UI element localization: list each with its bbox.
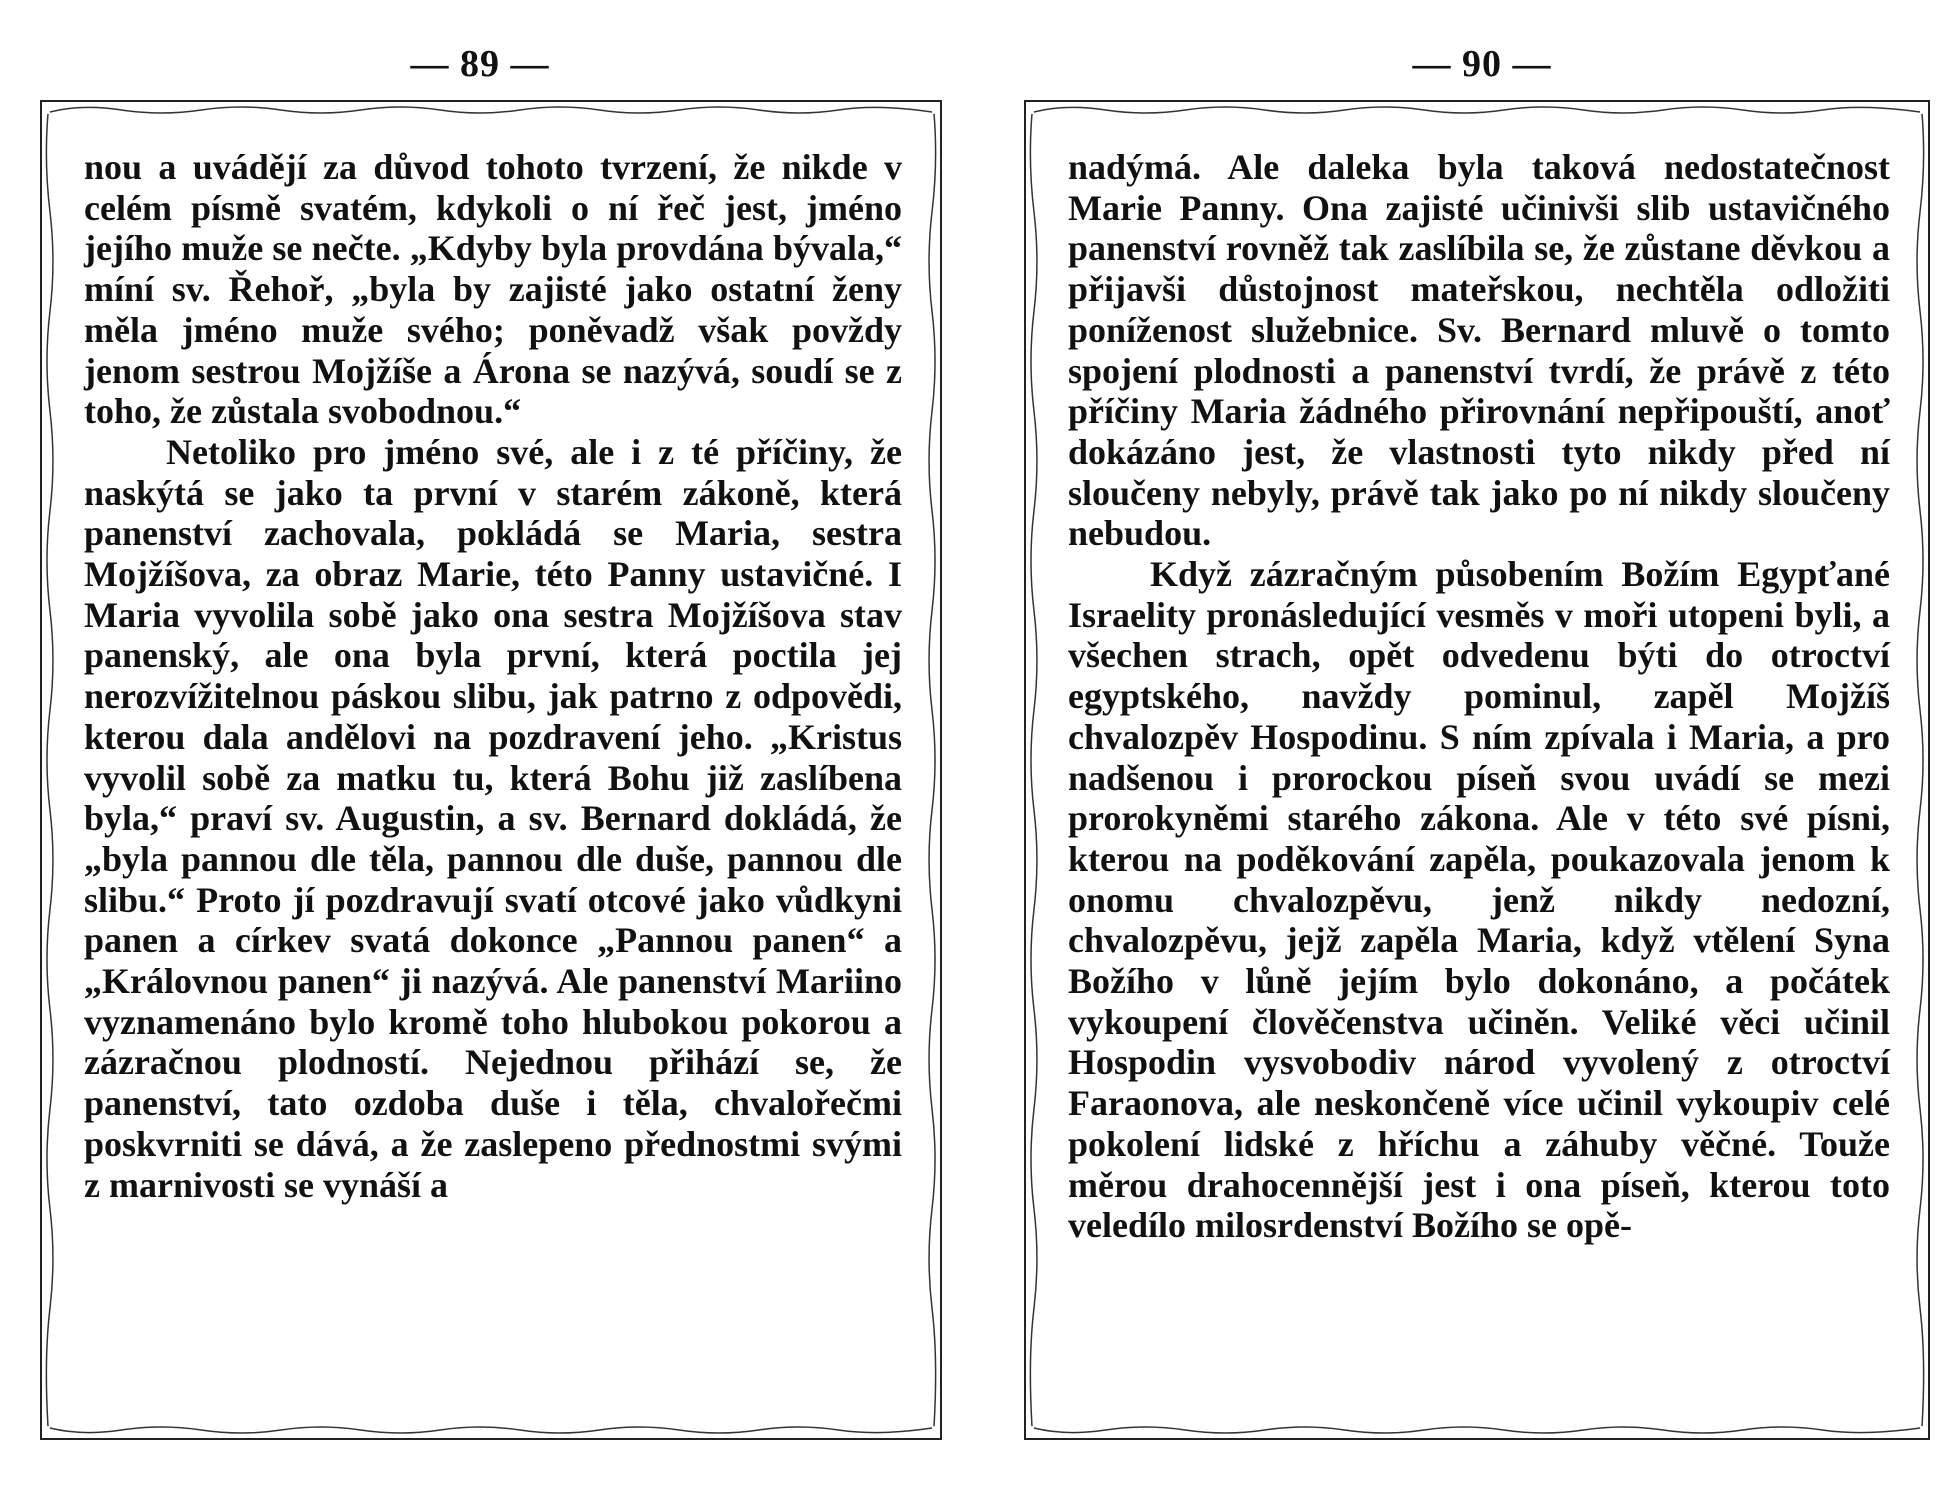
paragraph-left-2: Netoliko pro jméno své, ale i z té příčiny, že naskýtá se jako ta první v starém zákoně, která panenství zachovala, pokládá se Maria, sestra Mojžíšova, za obraz Marie, této Panny ustavičné. I Maria vyvolila sobě jako ona sestra Mojžíšova stav panenský, ale ona byla první, která poctila jej nerozvížitelnou páskou slibu, jak patrno z odpovědi, kterou dala andělovi na pozdravení jeho. „Kristus vyvolil sobě za matku tu, která Bohu již zaslíbena byla,“ praví sv. Augustin, a sv. Bernard dokládá, že „byla pannou dle těla, pannou dle duše, pannou dle slibu.“ Proto jí pozdravují svatí otcové jako vůdkyni panen a církev svatá dokonce „Pannou panen“ a „Královnou panen“ ji nazývá. Ale panenství Mariino vyznamenáno bylo kromě toho hlubokou pokorou a zázračnou plodností. Nejednou přihází se, že panenství, tato ozdoba duše i těla, chvalořečmi poskvrniti se dává, a že zaslepeno přednostmi svými z marnivosti se vynáší a	[84, 431, 902, 1205]
page-frame-left	[40, 100, 942, 1440]
page-text-left	[84, 147, 902, 1205]
page-frame-right	[1024, 100, 1930, 1440]
page-text-right	[1068, 147, 1890, 1246]
page-number-right: — 90 —	[1412, 43, 1552, 85]
page-number-left: — 89 —	[410, 43, 550, 85]
paragraph-left-1: nou a uvádějí za důvod tohoto tvrzení, že nikde v celém písmě svatém, kdykoli o ní řeč jest, jméno jejího muže se nečte. „Kdyby byla provdána bývala,“ míní sv. Řehoř, „byla by zajisté jako ostatní ženy měla jméno muže svého; poněvadž však povždy jenom sestrou Mojžíše a Árona se nazývá, soudí se z toho, že zůstala svobodnou.“	[84, 147, 902, 432]
paragraph-right-1: nadýmá. Ale daleka byla taková nedostatečnost Marie Panny. Ona zajisté učinivši slib ustavičného panenství rovněž tak zaslíbila se, že zůstane děvkou a přijavši důstojnost mateřskou, nechtěla odložiti poníženost služebnice. Sv. Bernard mluvě o tomto spojení plodnosti a panenství tvrdí, že právě z této příčiny Maria žádného přirovnání nepřipouští, anoť dokázáno jest, že vlastnosti tyto nikdy před ní sloučeny nebyly, právě tak jako po ní nikdy sloučeny nebudou.	[1068, 147, 1890, 554]
right-page	[1010, 0, 1954, 1500]
paragraph-right-2: Když zázračným působením Božím Egypťané Israelity pronásledující vesměs v moři utopeni byli, a všechen strach, opět odvedenu býti do otroctví egyptského, navždy pominul, zapěl Mojžíš chvalozpěv Hospodinu. S ním zpívala i Maria, a pro nadšenou i prorockou píseň svou uvádí se mezi prorokyněmi starého zákona. Ale v této své písni, kterou na poděkování zapěla, poukazovala jenom k onomu chvalozpěvu, jenž nikdy nedozní, chvalozpěvu, jejž zapěla Maria, když vtělení Syna Božího v lůně jejím bylo dokonáno, a počátek vykoupení člověčenstva učiněn. Veliké věci učinil Hospodin vysvobodiv národ vyvolený z otroctví Faraonova, ale neskončeně více učinil vykoupiv celé pokolení lidské z hříchu a záhuby věčné. Touže měrou drahocennější jest i ona píseň, kterou toto veledílo milosrdenství Božího se opě-	[1068, 554, 1890, 1246]
left-page	[0, 0, 960, 1500]
